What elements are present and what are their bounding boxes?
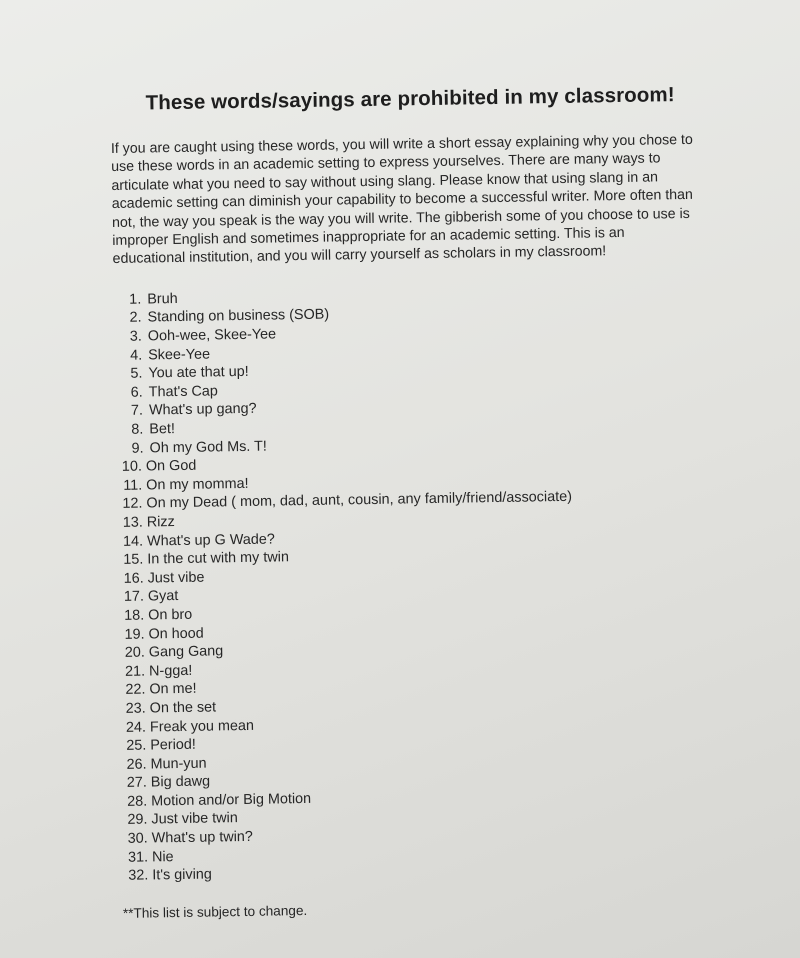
list-item-number: 11. <box>123 477 143 494</box>
list-item-number: 2. <box>129 309 142 327</box>
list-item-text: Big dawg <box>150 773 211 791</box>
list-item-text: It's giving <box>152 866 212 884</box>
list-item-number: 27. <box>126 774 147 792</box>
list-item-text: Bet! <box>149 421 176 438</box>
list-item-number: 15. <box>123 551 144 569</box>
list-item-text: N-gga! <box>148 662 193 680</box>
intro-paragraph: If you are caught using these words, you will write a short essay explaining why you chose to use these words in an academic setting to express yourselves. There are many ways to articulate what you need to say without using slang. Please know that using slang in an academic setting can diminish your capability to become a successful writer. More often than not, the way you speak is the way you will write. The gibberish some of you choose to use is improper English and sometimes inappropriate for an academic setting. This is an educational institution, and you will carry yourself as scholars in my classroom! <box>110 131 694 268</box>
list-item-number: 23. <box>125 700 146 717</box>
list-item-number: 6. <box>130 384 143 401</box>
list-item-number: 7. <box>130 402 144 420</box>
list-item-text: Period! <box>150 736 196 754</box>
list-item-number: 1. <box>129 291 142 308</box>
list-item-text: Nie <box>151 848 174 866</box>
list-item-text: Freak you mean <box>149 717 255 735</box>
list-item-number: 25. <box>126 737 147 754</box>
list-item-text: You ate that up! <box>148 364 249 382</box>
page-title: These words/sayings are prohibited in my classroom! <box>145 83 675 115</box>
list-item-number: 16. <box>123 570 144 587</box>
list-item-number: 17. <box>123 588 145 606</box>
list-item-text: On hood <box>148 625 204 642</box>
list-item-number: 21. <box>124 663 146 680</box>
list-item-number: 20. <box>124 644 145 661</box>
list-item-text: On my Dead ( mom, dad, aunt, cousin, any family/friend/associate) <box>146 489 573 512</box>
list-item-text: Just vibe twin <box>151 810 238 828</box>
list-item-number: 32. <box>128 867 149 885</box>
list-item-number: 24. <box>125 719 147 736</box>
list-item-number: 18. <box>124 607 145 624</box>
list-item-number: 31. <box>127 849 149 866</box>
list-item-text: What's up gang? <box>148 401 257 419</box>
list-item-text: Gang Gang <box>148 643 224 661</box>
list-item-text: Bruh <box>147 290 178 308</box>
list-item-text: Ooh-wee, Skee-Yee <box>147 326 277 345</box>
list-item-number: 28. <box>127 793 148 810</box>
list-item-number: 3. <box>129 328 142 345</box>
list-item-number: 5. <box>130 365 143 382</box>
list-item-text: Standing on business (SOB) <box>147 307 330 326</box>
prohibited-words-list <box>113 281 722 885</box>
list-item-number: 10. <box>121 458 143 476</box>
list-item-number: 12. <box>122 495 143 513</box>
list-item-text: Skee-Yee <box>148 346 211 364</box>
document-content <box>110 83 723 921</box>
list-item-text: What's up G Wade? <box>146 531 275 550</box>
list-item-number: 30. <box>127 830 148 847</box>
list-item-text: Rizz <box>146 514 175 531</box>
list-item-text: On bro <box>148 606 193 624</box>
list-item-text: On me! <box>149 681 197 698</box>
list-item-text: Just vibe <box>147 569 205 587</box>
list-item-number: 14. <box>122 533 144 550</box>
list-item-text: Mun-yun <box>150 755 207 773</box>
list-item-number: 13. <box>122 514 143 531</box>
list-item-text: In the cut with my twin <box>147 549 290 568</box>
list-item-text: On my momma! <box>146 475 249 494</box>
list-item-text: What's up twin? <box>151 828 253 847</box>
list-item-number: 19. <box>124 626 145 643</box>
list-item-number: 8. <box>131 421 144 438</box>
list-item-number: 4. <box>129 347 143 364</box>
list-item-text: Oh my God Ms. T! <box>149 438 268 457</box>
list-item-number: 9. <box>131 440 144 457</box>
footnote: **This list is subject to change. <box>122 902 308 921</box>
list-item-text: That's Cap <box>148 383 218 401</box>
list-item-number: 26. <box>126 756 147 773</box>
list-item-text: Motion and/or Big Motion <box>151 790 312 810</box>
list-item-number: 22. <box>125 681 146 699</box>
list-item-number: 29. <box>127 811 148 829</box>
list-item-text: Gyat <box>147 588 179 605</box>
list-item-text: On the set <box>149 699 217 717</box>
list-item-text: On God <box>145 457 197 475</box>
